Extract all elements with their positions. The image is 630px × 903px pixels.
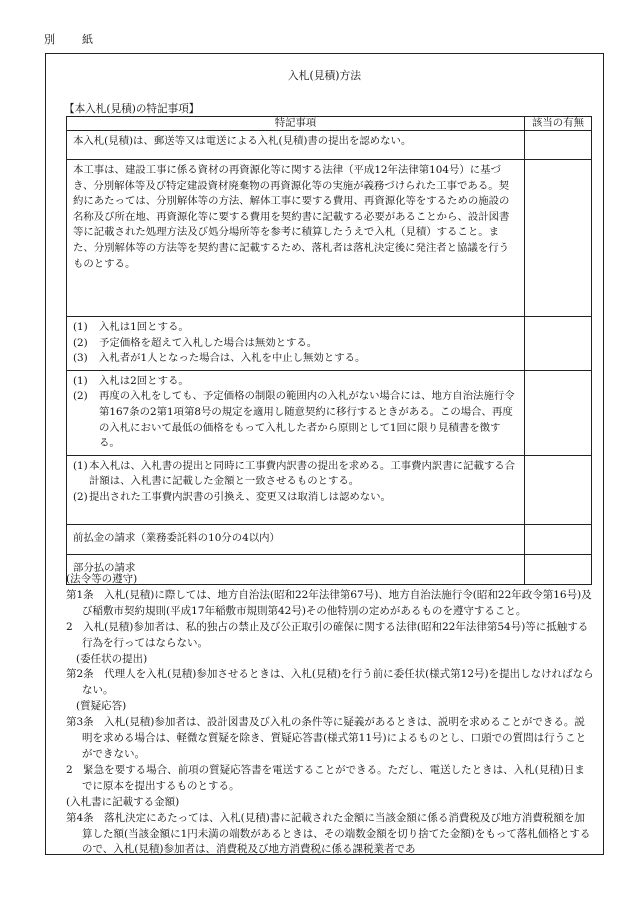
table-row xyxy=(67,160,592,317)
table-row xyxy=(67,524,592,554)
header-notes: 特記事項 xyxy=(67,117,525,131)
note-list xyxy=(67,370,525,455)
article-heading: (質疑応答) xyxy=(76,700,127,713)
list-item: (2) 提出された工事費内訳書の引換え、変更又は取消しは認めない。 xyxy=(73,490,391,503)
list-item: (2) 再度の入札をしても、予定価格の制限の範囲内の入札がない場合には、地方自治法施行令第167条の2第1項第8号の規定を適用し随意契約に移行するときがある。この場合、再度の入札において最低の価格をもって入札した者から原則として1回に限り見積書を徴する。 xyxy=(73,390,515,450)
article-heading: (委任状の提出) xyxy=(76,652,148,665)
document-frame xyxy=(45,53,604,855)
applicable-cell[interactable] xyxy=(525,524,592,554)
table-row xyxy=(67,370,592,455)
table-row xyxy=(67,131,592,160)
list-item: (1) 入札は2回とする。 xyxy=(73,374,189,387)
note-text: 本工事は、建設工事に係る資材の再資源化等に関する法律（平成12年法律第104号）に基づき、分別解体等及び特定建設資材廃棄物の再資源化等の実施が義務づけられた工事である。契約にあたっては、分別解体等の方法、解体工事に要する費用、再資源化等をするための施設の名称及び所在地、再資源化等に要する費用を契約書に記載する必要があることから、設計図書等に記載された処理方法及び処分場所等を参考に積算したうえで入札（見積）すること。また、分別解体等の方法等を契約書に記載するため、落札者は落札決定後に発注者と協議を行うものとする。 xyxy=(67,160,525,317)
article-heading: (法令等の遵守) xyxy=(66,573,138,585)
note-text: 部分払の請求 xyxy=(67,554,525,584)
applicable-cell[interactable] xyxy=(525,131,592,160)
special-notes-table xyxy=(66,116,592,585)
article-3: 第3条 入札(見積)参加者は、設計図書及び入札の条件等に疑義があるときは、説明を求めることができる。説明を求める場合は、軽微な質疑を除き、質疑応答書(様式第11号)によるものとし、口頭での質問は行うことができない。 xyxy=(66,716,587,760)
table-row xyxy=(67,317,592,371)
article-3-para-2: 2 緊急を要する場合、前項の質疑応答書を電送することができる。ただし、電送したときは、入札(見積)日までに原本を提出するものとする。 xyxy=(66,763,585,792)
list-item: (1) 本入札は、入札書の提出と同時に工事費内訳書の提出を求める。工事費内訳書に記載する合計額は、入札書に記載した金額と一致させるものとする。 xyxy=(73,459,516,488)
applicable-cell[interactable] xyxy=(525,160,592,317)
note-text: 前払金の請求（業務委託料の10分の4以内） xyxy=(67,524,525,554)
table-header-row xyxy=(67,117,592,131)
applicable-cell[interactable] xyxy=(525,317,592,371)
note-text: 本入札(見積)は、郵送等又は電送による入札(見積)書の提出を認めない。 xyxy=(67,131,525,160)
page-label: 別 紙 xyxy=(44,33,101,46)
section-heading: 【本入札(見積)の特記事項】 xyxy=(64,103,200,115)
list-item: (1) 入札は1回とする。 xyxy=(73,321,189,333)
applicable-cell[interactable] xyxy=(525,370,592,455)
article-1-para-2: 2 入札(見積)参加者は、私的独占の禁止及び公正取引の確保に関する法律(昭和22年法律第54号)等に抵触する行為を行ってはならない。 xyxy=(66,620,589,649)
article-4: 第4条 落札決定にあたっては、入札(見積)書に記載された金額に当該金額に係る消費税及び地方消費税額を加算した額(当該金額に1円未満の端数があるときは、その端数金額を切り捨てた金額)をもって落札価格とするので、入札(見積)参加者は、消費税及び地方消費税に係る課税業者であ xyxy=(66,811,591,855)
header-applicable: 該当の有無 xyxy=(525,117,592,131)
article-2: 第2条 代理人を入札(見積)参加させるときは、入札(見積)を行う前に委任状(様式第12号)を提出しなければならない。 xyxy=(66,668,594,697)
article-heading: (入札書に記載する金額) xyxy=(66,795,180,808)
article-1: 第1条 入札(見積)に際しては、地方自治法(昭和22年法律第67号)、地方自治法施行令(昭和22年政令第16号)及び稲敷市契約規則(平成17年稲敷市規則第42号)その他特別の定めがあるものを遵守すること。 xyxy=(66,588,592,617)
list-item: (2) 予定価格を超えて入札した場合は無効とする。 xyxy=(73,336,318,349)
document-title: 入札(見積)方法 xyxy=(287,69,362,82)
articles xyxy=(66,572,594,855)
note-list xyxy=(67,455,525,524)
list-item: (3) 入札者が1人となった場合は、入札を中止し無効とする。 xyxy=(73,352,366,365)
note-list xyxy=(67,317,525,371)
table-row xyxy=(67,455,592,524)
applicable-cell[interactable] xyxy=(525,455,592,524)
